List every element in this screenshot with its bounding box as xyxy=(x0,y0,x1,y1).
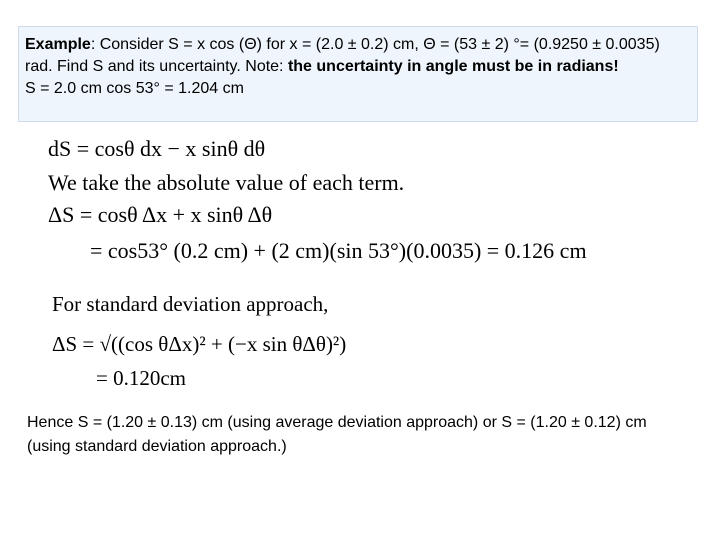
radians-note: the uncertainty in angle must be in radians! xyxy=(287,58,619,75)
conclusion-text: Hence S = (1.20 ± 0.13) cm (using average deviation approach) or S = (1.20 ± 0.12) cm (using standard deviation approach.) xyxy=(27,414,647,455)
ds-equation: dS = cosθ dx − x sinθ dθ xyxy=(48,136,266,161)
std-deviation-formula: ΔS = √((cos θΔx)² + (−x sin θΔθ)²) xyxy=(52,332,347,356)
std-deviation-result: = 0.120cm xyxy=(96,366,186,390)
example-box xyxy=(18,26,698,122)
example-intro: : Consider S = x cos (Θ) for x = (2.0 ± 0.2) cm, Θ = (53 ± 2) °= (0.9250 ± 0.0035) rad. Find S and its uncertainty. Note: xyxy=(25,36,660,75)
std-deviation-heading: For standard deviation approach, xyxy=(52,292,329,316)
absolute-value-note: We take the absolute value of each term. xyxy=(48,170,405,195)
example-label: Example xyxy=(25,36,91,53)
delta-s-equation: ΔS = cosθ Δx + x sinθ Δθ xyxy=(48,202,273,227)
s-value-line: S = 2.0 cm cos 53° = 1.204 cm xyxy=(25,80,244,97)
numeric-evaluation: = cos53° (0.2 cm) + (2 cm)(sin 53°)(0.0035) = 0.126 cm xyxy=(90,238,587,263)
